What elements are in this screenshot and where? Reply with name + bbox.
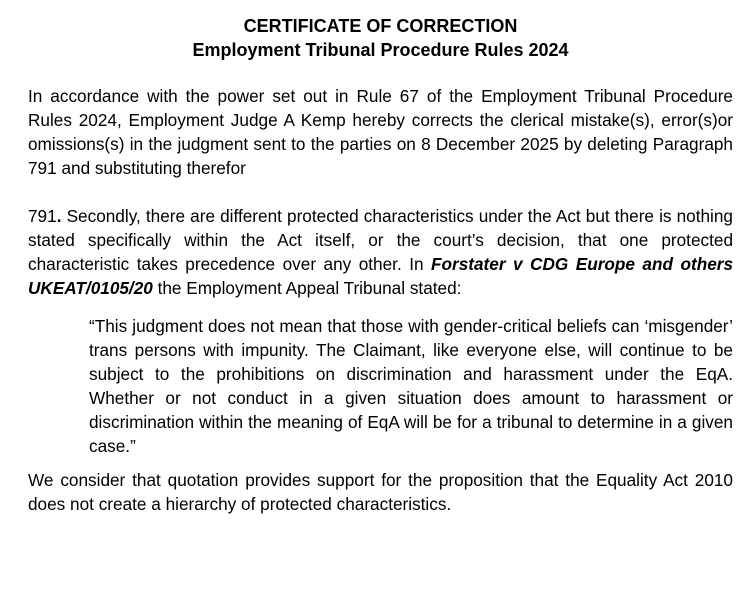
paragraph-791-text-before: Secondly, there are different protected characteristics under the Act but there is nothing stated specifically within the Act itself, or the court’s decision, that one protected characteristic takes precedence over any other. In [28,206,733,274]
paragraph-791 [28,204,733,300]
closing-paragraph: We consider that quotation provides support for the proposition that the Equality Act 2010 does not create a hierarchy of protected characteristics. [28,470,733,514]
paragraph-number: 791 [28,206,57,226]
case-citation: Forstater v CDG Europe and others UKEAT/0105/20 [28,254,733,298]
paragraph-number-suffix: . [56,206,62,226]
block-quotation: “This judgment does not mean that those with gender-critical beliefs can ‘misgender’ trans persons with impunity. The Claimant, like everyone else, will continue to be subject to the prohibitions on discrimination and harassment under the EqA. Whether or not conduct in a given situation does amount to harassment or discrimination within the meaning of EqA will be for a tribunal to determine in a given case.” [89,316,733,456]
certificate-document [28,14,733,516]
intro-paragraph: In accordance with the power set out in Rule 67 of the Employment Tribunal Procedure Rules 2024, Employment Judge A Kemp hereby corrects the clerical mistake(s), error(s)or omissions(s) in the judgment sent to the parties on 8 December 2025 by deleting Paragraph 791 and substituting therefor [28,86,733,178]
paragraph-791-text-after: the Employment Appeal Tribunal stated: [152,278,462,298]
document-subtitle: Employment Tribunal Procedure Rules 2024 [192,40,569,60]
document-title: CERTIFICATE OF CORRECTION [243,16,518,36]
